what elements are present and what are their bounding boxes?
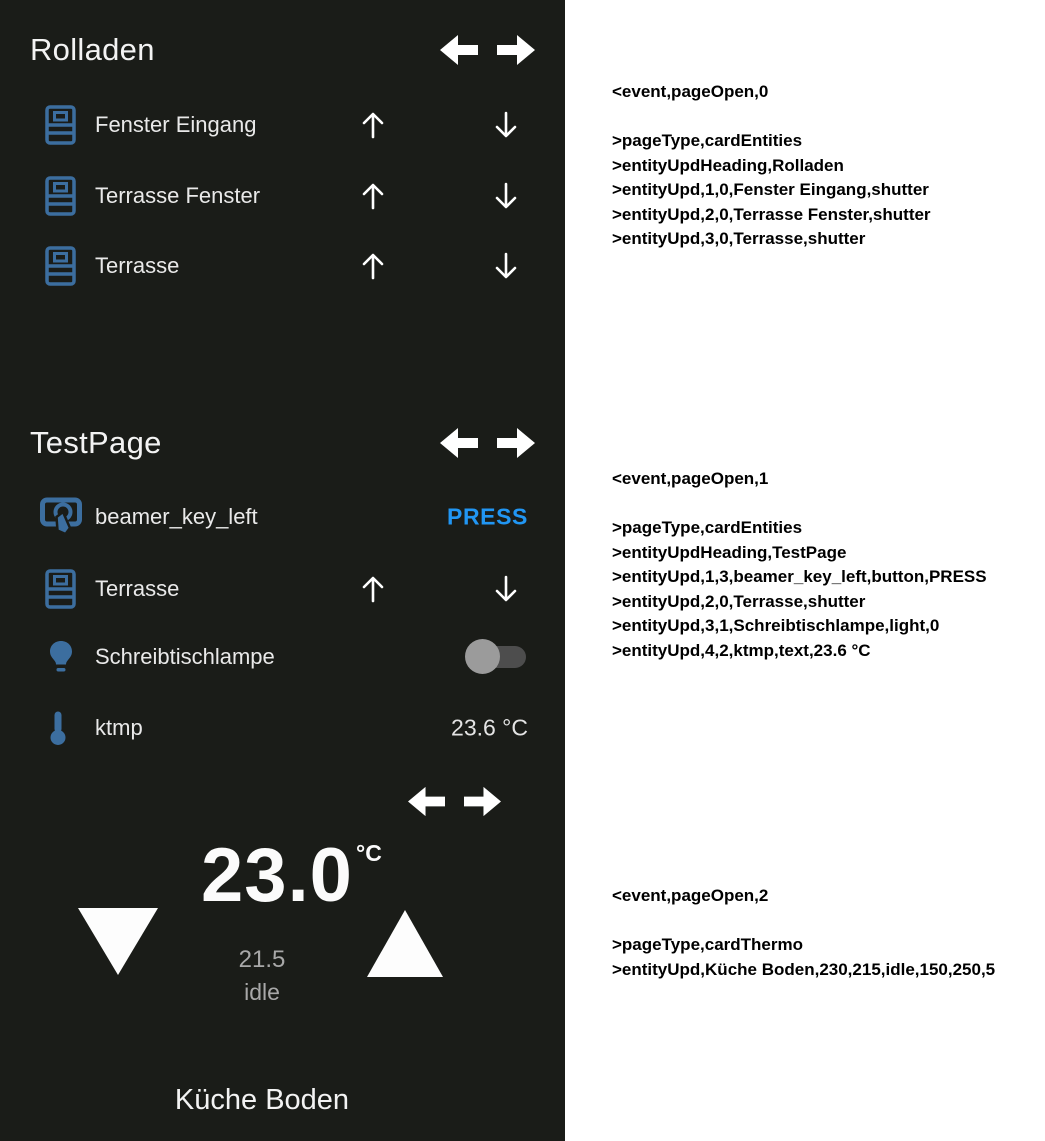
entity-row-ktmp [45, 703, 530, 753]
console-line: >pageType,cardEntities [612, 131, 803, 150]
nav-next-button[interactable] [497, 35, 535, 65]
console-line [612, 492, 987, 517]
shutter-down-button[interactable] [493, 574, 519, 604]
console-line: >entityUpdHeading,TestPage [612, 542, 847, 562]
setpoint-temperature: 21.5 [238, 946, 286, 973]
console-line: >entityUpd,Küche Boden,230,215,idle,150,250,5 [612, 959, 996, 979]
page-nav [440, 428, 535, 458]
console-line [612, 909, 995, 934]
entity-row-schreibtischlampe [45, 632, 530, 682]
entity-row-fenster-eingang [45, 100, 530, 150]
console-line: >entityUpd,2,0,Terrasse Fenster,shutter [612, 204, 931, 224]
window-shutter-icon [45, 105, 76, 145]
current-temperature: 23.0 [201, 833, 353, 918]
console-line: >entityUpd,4,2,ktmp,text,23.6 °C [612, 640, 871, 660]
console-line: >entityUpd,2,0,Terrasse,shutter [612, 591, 866, 611]
console-line: >pageType,cardThermo [612, 935, 803, 954]
thermostat-title: Küche Boden [174, 1084, 350, 1116]
shutter-up-button[interactable] [360, 181, 386, 211]
nav-next-button[interactable] [464, 786, 501, 817]
console-log-block-1 [612, 80, 931, 252]
console-log-block-2 [612, 467, 987, 663]
nav-next-button[interactable] [497, 428, 535, 458]
console-line: >entityUpd,3,1,Schreibtischlampe,light,0 [612, 616, 940, 635]
press-button[interactable]: PRESS [447, 503, 528, 530]
window-shutter-icon [45, 246, 76, 286]
entity-label: Terrasse [95, 253, 180, 278]
temperature-unit: °C [356, 840, 382, 866]
gesture-tap-button-icon [40, 497, 82, 537]
thermometer-icon [48, 710, 68, 746]
entity-row-terrasse-fenster [45, 171, 530, 221]
hvac-state: idle [244, 979, 280, 1005]
entity-label: Terrasse Fenster [95, 183, 261, 208]
page-nav [440, 35, 535, 65]
console-line [612, 105, 931, 130]
shutter-up-button[interactable] [360, 251, 386, 281]
page-title-rolladen: Rolladen [30, 32, 155, 67]
page-title-testpage: TestPage [30, 425, 162, 460]
console-line: >pageType,cardEntities [612, 518, 803, 537]
console-line: >entityUpdHeading,Rolladen [612, 155, 844, 175]
shutter-down-button[interactable] [493, 181, 519, 211]
light-toggle-switch[interactable] [468, 645, 526, 669]
entity-label: Terrasse [95, 576, 180, 601]
shutter-up-button[interactable] [360, 110, 386, 140]
shutter-up-button[interactable] [360, 574, 386, 604]
entity-row-terrasse [45, 241, 530, 291]
console-line: >entityUpd,1,0,Fenster Eingang,shutter [612, 180, 929, 199]
entity-row-beamer-key-left [45, 492, 530, 542]
setpoint-down-button[interactable] [78, 908, 158, 976]
window-shutter-icon [45, 569, 76, 609]
entity-label: Schreibtischlampe [95, 644, 275, 669]
lightbulb-icon [48, 640, 74, 674]
entity-row-terrasse-2 [45, 564, 530, 614]
nav-prev-button[interactable] [408, 786, 445, 817]
nav-prev-button[interactable] [440, 35, 478, 65]
console-log-block-3 [612, 884, 995, 982]
nav-prev-button[interactable] [440, 428, 478, 458]
console-line: >entityUpd,1,3,beamer_key_left,button,PRESS [612, 567, 987, 586]
sensor-value: 23.6 °C [451, 714, 528, 741]
entity-label: beamer_key_left [95, 504, 258, 529]
entity-label: Fenster Eingang [95, 112, 257, 137]
page-nav [408, 786, 501, 817]
window-shutter-icon [45, 176, 76, 216]
toggle-knob [465, 639, 500, 674]
shutter-down-button[interactable] [493, 110, 519, 140]
console-line: <event,pageOpen,2 [612, 886, 769, 905]
setpoint-up-button[interactable] [367, 910, 443, 978]
console-line: <event,pageOpen,0 [612, 82, 769, 101]
console-line: <event,pageOpen,1 [612, 469, 769, 488]
console-line: >entityUpd,3,0,Terrasse,shutter [612, 229, 866, 248]
shutter-down-button[interactable] [493, 251, 519, 281]
entity-label: ktmp [95, 715, 143, 740]
